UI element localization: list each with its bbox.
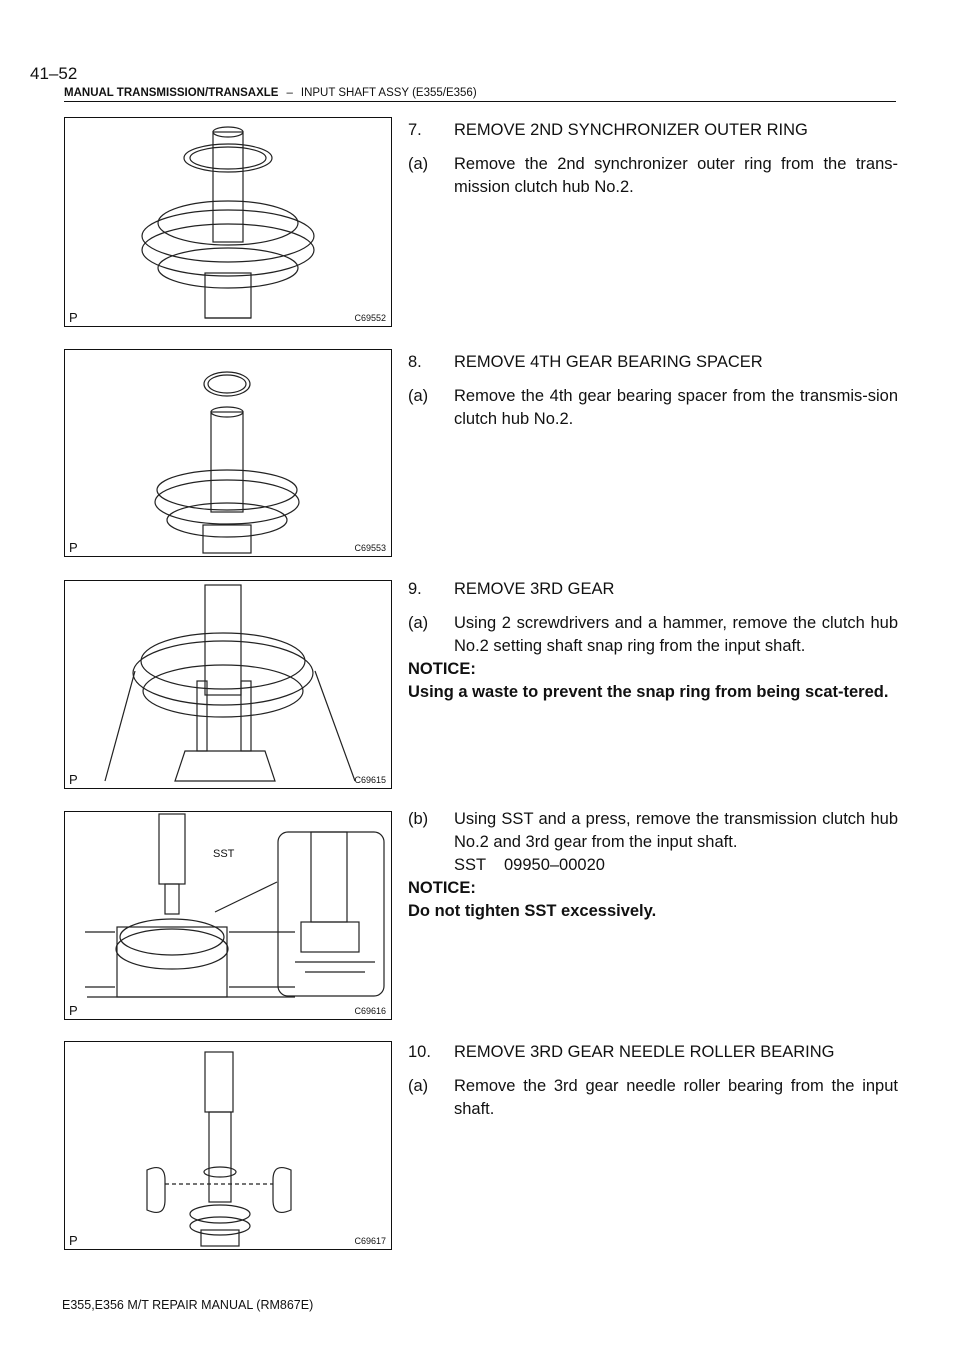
substep-letter: (a) — [408, 155, 429, 173]
figure-c69552-illustration — [65, 118, 391, 326]
sst-number: 09950–00020 — [504, 856, 605, 874]
notice-text: Using a waste to prevent the snap ring from being scat-tered. — [408, 683, 889, 701]
substep-a — [408, 612, 898, 658]
substep-a — [408, 1075, 898, 1121]
step-title-text: REMOVE 3RD GEAR — [454, 580, 615, 598]
step-title — [408, 351, 898, 374]
substep-letter: (a) — [408, 614, 429, 632]
figure-code: C69617 — [354, 1236, 386, 1246]
substep-text: Using 2 screwdrivers and a hammer, remove the clutch hub No.2 setting shaft snap ring from the input shaft. — [454, 614, 898, 655]
figure-c69553-illustration — [65, 350, 391, 556]
figure-p-mark: P — [69, 540, 78, 555]
figure-code: C69615 — [354, 775, 386, 785]
figure-code: C69552 — [354, 313, 386, 323]
sst-line — [408, 854, 898, 877]
figure-c69552 — [64, 117, 392, 327]
step-number: 9. — [408, 580, 422, 598]
figure-c69615 — [64, 580, 392, 789]
substep-a — [408, 153, 898, 199]
substep-b — [408, 808, 898, 854]
page-header — [64, 87, 896, 102]
figure-c69553 — [64, 349, 392, 557]
figure-c69616-illustration — [65, 812, 391, 1019]
step-title-text: REMOVE 3RD GEAR NEEDLE ROLLER BEARING — [454, 1043, 835, 1061]
step-10 — [408, 1041, 898, 1121]
step-8 — [408, 351, 898, 431]
header-section: INPUT SHAFT ASSY (E355/E356) — [300, 87, 477, 99]
figure-sst-label: SST — [213, 848, 235, 860]
substep-letter: (a) — [408, 387, 429, 405]
figure-p-mark: P — [69, 310, 78, 325]
substep-letter: (b) — [408, 810, 429, 828]
step-title-text: REMOVE 4TH GEAR BEARING SPACER — [454, 353, 763, 371]
figure-p-mark: P — [69, 772, 78, 787]
notice-label: NOTICE: — [408, 879, 476, 897]
step-title — [408, 578, 898, 601]
page-number: 41–52 — [30, 64, 78, 83]
figure-code: C69616 — [354, 1006, 386, 1016]
step-7 — [408, 119, 898, 199]
figure-p-mark: P — [69, 1233, 78, 1248]
notice-text: Do not tighten SST excessively. — [408, 902, 657, 920]
figure-code: C69553 — [354, 543, 386, 553]
step-number: 10. — [408, 1043, 431, 1061]
substep-text: Using SST and a press, remove the transmission clutch hub No.2 and 3rd gear from the input shaft. — [454, 810, 898, 851]
figure-c69616 — [64, 811, 392, 1020]
sst-label: SST — [454, 856, 487, 874]
step-number: 8. — [408, 353, 422, 371]
page-footer: E355,E356 M/T REPAIR MANUAL (RM867E) — [62, 1298, 314, 1312]
step-title-text: REMOVE 2ND SYNCHRONIZER OUTER RING — [454, 121, 808, 139]
figure-c69617 — [64, 1041, 392, 1250]
step-9-b — [408, 808, 898, 923]
substep-text: Remove the 4th gear bearing spacer from the transmis-sion clutch hub No.2. — [454, 387, 898, 428]
substep-letter: (a) — [408, 1077, 429, 1095]
step-number: 7. — [408, 121, 422, 139]
figure-c69615-illustration — [65, 581, 391, 788]
substep-text: Remove the 2nd synchronizer outer ring from the trans-mission clutch hub No.2. — [454, 155, 898, 196]
figure-c69617-illustration — [65, 1042, 391, 1249]
figure-p-mark: P — [69, 1003, 78, 1018]
substep-a — [408, 385, 898, 431]
step-title — [408, 119, 898, 142]
step-9 — [408, 578, 898, 704]
header-chapter: MANUAL TRANSMISSION/TRANSAXLE — [64, 87, 279, 99]
substep-text: Remove the 3rd gear needle roller bearing from the input shaft. — [454, 1077, 898, 1118]
step-title — [408, 1041, 898, 1064]
header-dash: – — [286, 87, 293, 99]
notice-label: NOTICE: — [408, 660, 476, 678]
